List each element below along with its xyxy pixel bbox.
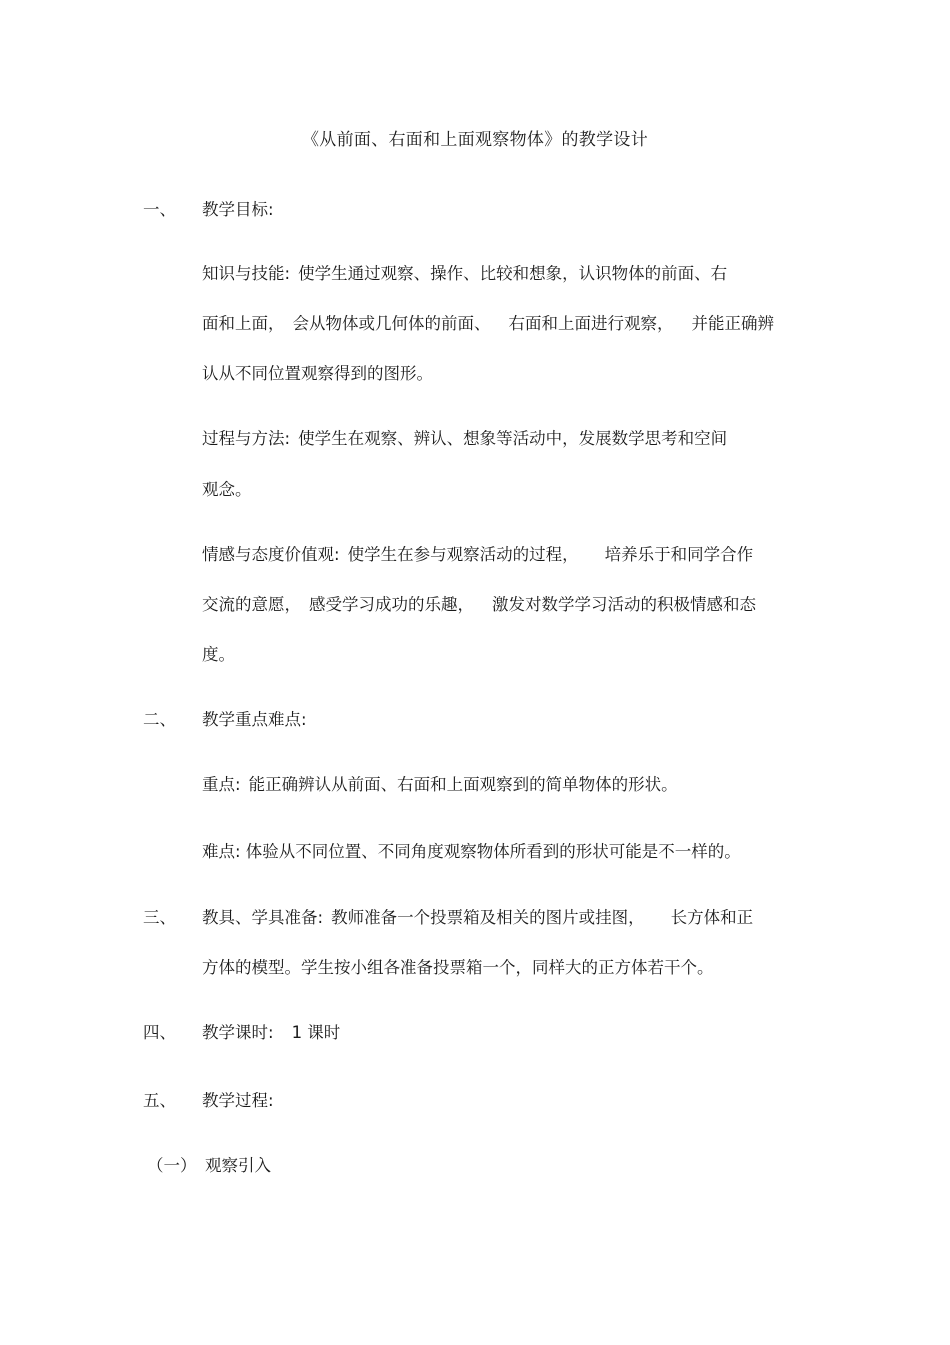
section-marker-2: 二、	[143, 710, 176, 729]
paragraph-line	[202, 262, 727, 286]
section-marker-3: 三、	[143, 908, 176, 927]
paragraph-text: 面和上面，	[202, 314, 285, 333]
paragraph-text: 并能正确辨	[691, 314, 774, 333]
paragraph-text: 难点: 体验从不同位置、不同角度观察物体所看到的形状可能是不一样的。	[202, 842, 741, 861]
paragraph-text: 激发对数学学习活动的积极情感和态	[492, 595, 756, 614]
paragraph-text: 培养乐于和同学合作	[604, 545, 754, 564]
paragraph-text: 使学生在观察、辨认、想象等活动中，发展数学思考和空间	[298, 429, 728, 448]
section-marker-4: 四、	[143, 1023, 176, 1042]
paragraph-text: 教师准备一个投票箱及相关的图片或挂图，	[331, 908, 645, 927]
section-heading-5: 教学过程:	[202, 1091, 274, 1110]
paragraph-line	[202, 906, 753, 930]
paragraph-label: 教学课时:	[202, 1023, 274, 1042]
paragraph-label: 情感与态度价值观:	[202, 545, 340, 564]
paragraph-line	[202, 427, 727, 451]
paragraph-line	[202, 478, 252, 502]
section-heading-2: 教学重点难点:	[202, 710, 307, 729]
paragraph-line	[202, 840, 741, 864]
paragraph-text: 右面和上面进行观察，	[508, 314, 674, 333]
paragraph-text: 长方体和正	[670, 908, 754, 927]
paragraph-text: 方体的模型。学生按小组各准备投票箱一个，同样大的正方体若干个。	[202, 958, 714, 977]
subsection-marker: （一）	[147, 1156, 197, 1175]
paragraph-text: 使学生通过观察、操作、比较和想象，认识物体的前面、右	[298, 264, 728, 283]
paragraph-line	[202, 312, 774, 336]
paragraph-text: 1 课时	[291, 1023, 341, 1042]
paragraph-text: 认从不同位置观察得到的图形。	[202, 364, 433, 383]
section-marker-5: 五、	[143, 1091, 176, 1110]
paragraph-text: 使学生在参与观察活动的过程，	[347, 545, 579, 564]
section-heading-1: 教学目标:	[202, 200, 274, 219]
paragraph-label: 教具、学具准备:	[202, 908, 324, 927]
document-title: 《从前面、右面和上面观察物体》的教学设计	[302, 130, 648, 150]
paragraph-line	[202, 362, 433, 386]
subsection-title: 观察引入	[205, 1156, 271, 1175]
paragraph-line	[202, 1021, 340, 1045]
paragraph-text: 感受学习成功的乐趣，	[309, 595, 474, 614]
paragraph-text: 会从物体或几何体的前面、	[292, 314, 491, 333]
paragraph-label: 知识与技能:	[202, 264, 291, 283]
paragraph-text: 交流的意愿，	[202, 595, 301, 614]
paragraph-line	[202, 543, 753, 567]
paragraph-text: 能正确辨认从前面、右面和上面观察到的简单物体的形状。	[248, 775, 678, 794]
paragraph-text: 观念。	[202, 480, 252, 499]
paragraph-label: 过程与方法:	[202, 429, 291, 448]
paragraph-text: 度。	[202, 645, 235, 664]
paragraph-line	[202, 956, 714, 980]
section-marker-1: 一、	[143, 200, 176, 219]
paragraph-line	[202, 593, 756, 617]
paragraph-line	[202, 773, 678, 797]
paragraph-line	[202, 643, 235, 667]
paragraph-label: 重点:	[202, 775, 241, 794]
